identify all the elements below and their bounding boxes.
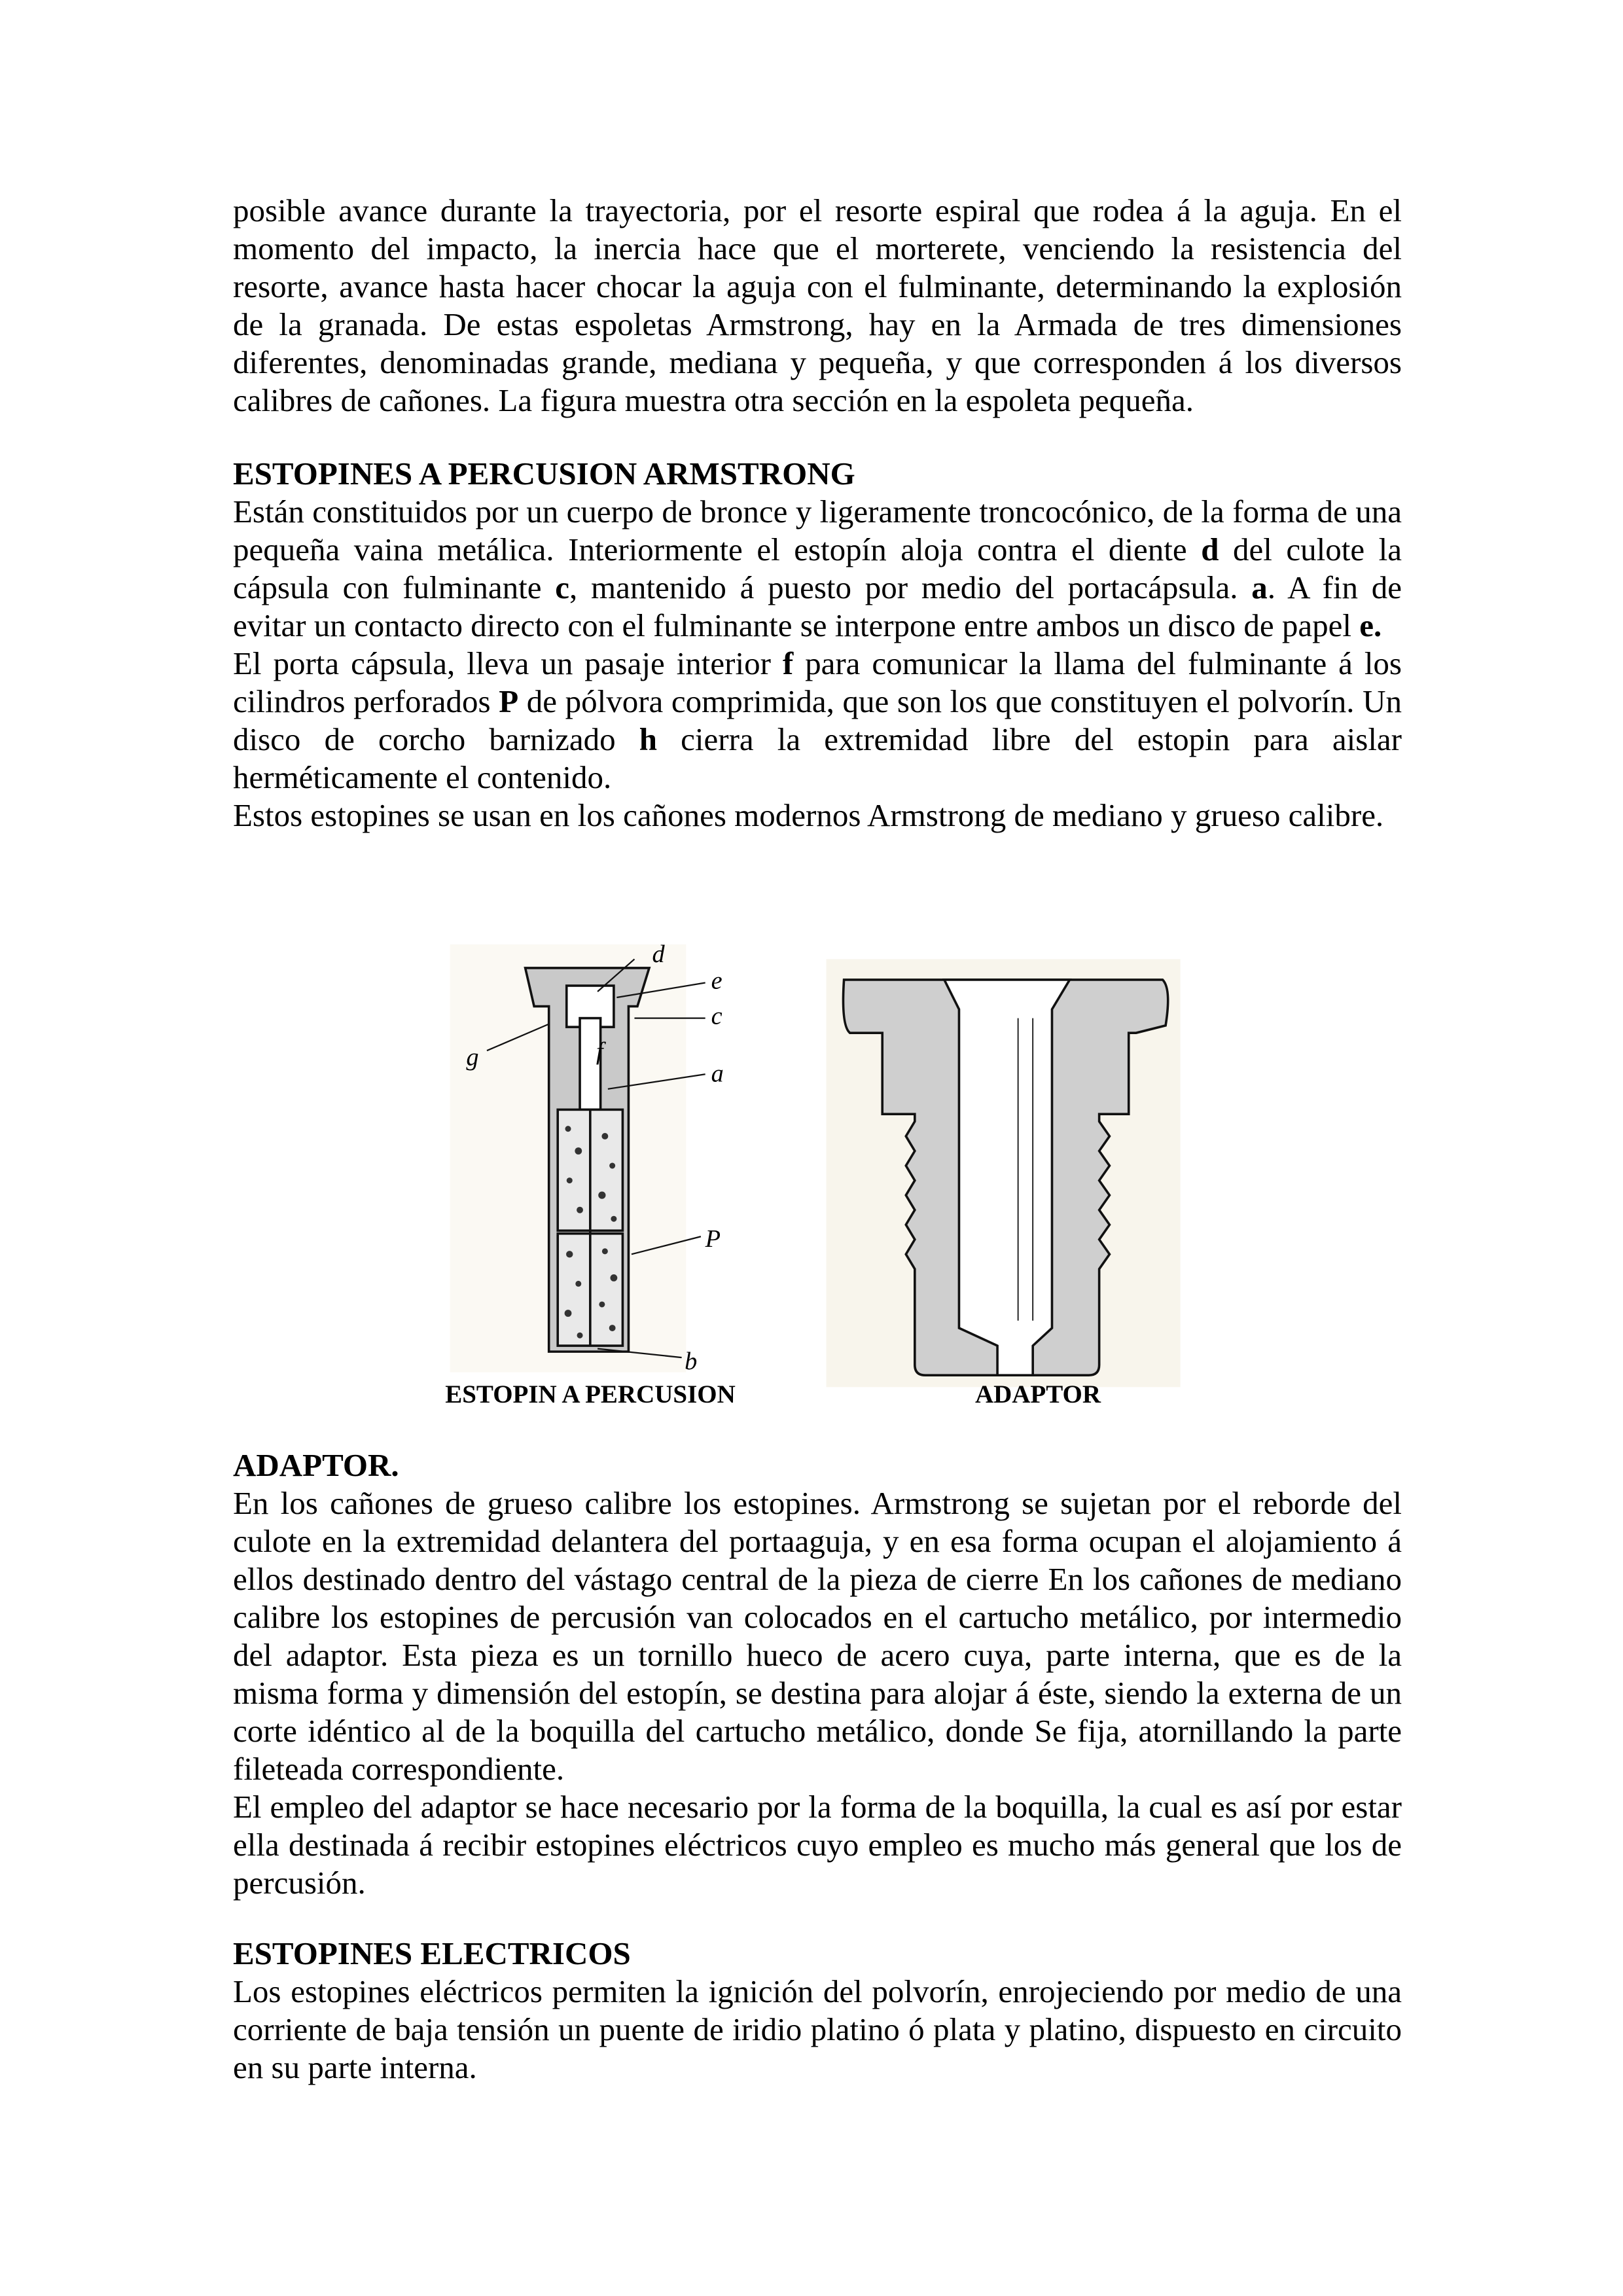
text-run: Los estopines eléctricos permiten la ignición del polvorín, enrojeciendo por medio de una corriente de baja tensión un puente de iridio platino ó plata y platino, dispuesto en circuito en su parte interna. <box>233 1973 1402 2085</box>
bold-reference-letter: f <box>782 645 794 681</box>
bold-reference-letter: P <box>499 683 519 719</box>
paragraphs <box>233 1484 1402 1902</box>
text-run: , mantenido á puesto por medio del portacápsula. <box>569 569 1252 605</box>
label-c: c <box>711 1002 722 1030</box>
text-run: El porta cápsula, lleva un pasaje interior <box>233 645 783 681</box>
figure-caption-estopin: ESTOPIN A PERCUSION <box>445 1380 736 1408</box>
adaptor-cross-section-figure <box>827 959 1181 1387</box>
text-run: El empleo del adaptor se hace necesario por la forma de la boquilla, la cual es así por estar ella destinada á recibir estopines eléctricos cuyo empleo es mucho más general que los de percusión. <box>233 1789 1402 1901</box>
label-f: f <box>596 1037 603 1066</box>
bold-reference-letter: c <box>555 569 569 605</box>
label-P: P <box>705 1225 721 1253</box>
label-g: g <box>466 1043 479 1071</box>
label-a: a <box>711 1060 724 1088</box>
paragraph <box>233 1484 1402 1788</box>
text-run: Estos estopines se usan en los cañones modernos Armstrong de mediano y grueso calibre. <box>233 797 1384 833</box>
section-heading: ESTOPINES A PERCUSION ARMSTRONG <box>233 456 855 492</box>
label-d: d <box>652 940 665 968</box>
text-run: cierra la extremidad libre del estopin para aislar herméticamente el contenido. <box>233 721 1402 795</box>
label-e: e <box>711 967 722 995</box>
bold-reference-letter: e. <box>1359 607 1382 643</box>
section-estopines-electricos <box>233 1935 1402 2087</box>
paragraph <box>233 1788 1402 1902</box>
text-run: . A fin de evitar un contacto directo con el fulminante se interpone entre ambos un disco de papel <box>233 569 1402 643</box>
section-heading: ESTOPINES ELECTRICOS <box>233 1935 631 1971</box>
section-heading: ADAPTOR. <box>233 1447 399 1483</box>
paragraphs <box>233 1973 1402 2087</box>
text-run: para comunicar la llama del fulminante á los cilindros perforados <box>233 645 1402 719</box>
paragraph <box>233 1973 1402 2087</box>
estopin-cross-section-figure <box>450 944 705 1372</box>
text-run: de pólvora comprimida, que son los que constituyen el polvorín. Un disco de corcho barnizado <box>233 683 1402 757</box>
text-run: del culote la cápsula con fulminante <box>233 531 1402 605</box>
bold-reference-letter: a <box>1251 569 1268 605</box>
text-run: En los cañones de grueso calibre los estopines. Armstrong se sujetan por el reborde del culote en la extremidad delantera del portaaguja, y en esa forma ocupan el alojamiento á ellos destinado dentro del vástago central de la pieza de cierre En los cañones de mediano calibre los estopines de percusión van colocados en el cartucho metálico, por intermedio del adaptor. Esta pieza es un tornillo hueco de acero cuya, parte interna, que es de la misma forma y dimensión del estopín, se destina para alojar á éste, siendo la externa de un corte idéntico al de la boquilla del cartucho metálico, donde Se fija, atornillando la parte fileteada correspondiente. <box>233 1485 1402 1787</box>
section-adaptor <box>233 1446 1402 1902</box>
bold-reference-letter: d <box>1201 531 1219 567</box>
text-run: Están constituidos por un cuerpo de bronce y ligeramente troncocónico, de la forma de una pequeña vaina metálica. Interiormente el estopín aloja contra el diente <box>233 493 1402 567</box>
figure-caption-adaptor: ADAPTOR <box>974 1380 1101 1408</box>
label-b: b <box>685 1348 698 1376</box>
text-run: posible avance durante la trayectoria, por el resorte espiral que rodea á la aguja. En el momento del impacto, la inercia hace que el morterete, venciendo la resistencia del resorte, avance hasta hacer chocar la aguja con el fulminante, determinando la explosión de la granada. De estas espoletas Armstrong, hay en la Armada de tres dimensiones diferentes, denominadas grande, mediana y pequeña, y que corresponden á los diversos calibres de cañones. La figura muestra otra sección en la espoleta pequeña. <box>233 192 1402 418</box>
bold-reference-letter: h <box>639 721 657 757</box>
